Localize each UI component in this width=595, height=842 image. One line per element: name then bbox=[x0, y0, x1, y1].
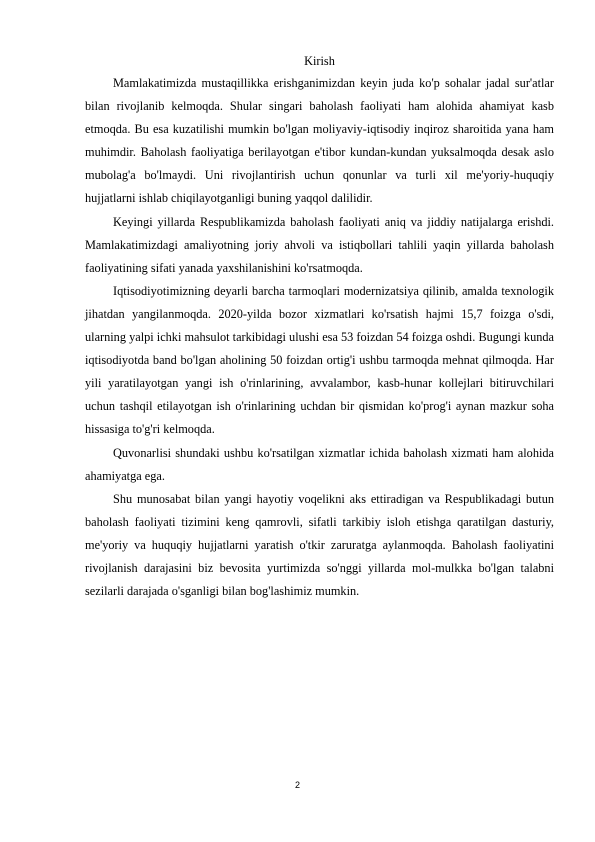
paragraph: Quvonarlisi shundaki ushbu ko'rsatilgan xizmatlar ichida baholash xizmati ham alohida ahamiyatga ega. bbox=[85, 445, 554, 483]
page-title: Kirish bbox=[304, 54, 335, 68]
paragraph: Iqtisodiyotimizning deyarli barcha tarmoqlari modernizatsiya qilinib, amalda texnologik jihatdan yangilanmoqda. 2020-yilda bozor xizmatlari ko'rsatish hajmi 15,7 foizga o'sdi, ularning yalpi ichki mahsulot tarkibidagi ulushi esa 53 foizdan 54 foizga oshdi. Bugungi kunda iqtisodiyotda band bo'lgan aholining 50 foizdan ortig'i ushbu tarmoqda mehnat qilmoqda. Har yili yaratilayotgan yangi ish o'rinlarining, avvalambor, kasb-hunar kollejlari bitiruvchilari uchun tashqil etilayotgan ish o'rinlarining uchdan bir qismidan ko'prog'i aynan mazkur soha hissasiga to'g'ri kelmoqda. bbox=[85, 283, 554, 437]
paragraph: Mamlakatimizda mustaqillikka erishganimizdan keyin juda ko'p sohalar jadal sur'atlar bilan rivojlanib kelmoqda. Shular singari baholash faoliyati ham alohida ahamiyat kasb etmoqda. Bu esa kuzatilishi mumkin bo'lgan moliyaviy-iqtisodiy inqiroz sharoitida yana ham muhimdir. Baholash faoliyatiga berilayotgan e'tibor kundan-kundan yuksalmoqda desak aslo mubolag'a bo'lmaydi. Uni rivojlantirish uchun qonunlar va turli xil me'yoriy-huquqiy hujjatlarni ishlab chiqilayotganligi buning yaqqol dalilidir. bbox=[85, 76, 554, 206]
paragraph: Keyingi yillarda Respublikamizda baholash faoliyati aniq va jiddiy natijalarga erishdi. Mamlakatimizdagi amaliyotning joriy ahvoli va istiqbollari tahlili yaqin yillarda baholash faoliyatining sifati yanada yaxshilanishini ko'rsatmoqda. bbox=[85, 214, 554, 275]
paragraph: Shu munosabat bilan yangi hayotiy voqelikni aks ettiradigan va Respublikadagi butun baholash faoliyati tizimini keng qamrovli, sifatli tarkibiy isloh etishga qaratilgan dasturiy, me'yoriy va huquqiy hujjatlarni yaratish o'tkir zaruratga aylanmoqda. Baholash faoliyatini rivojlanish darajasini biz bevosita yurtimizda so'nggi yillarda mol-mulkka bo'lgan talabni sezilarli darajada o'sganligi bilan bog'lashimiz mumkin. bbox=[85, 491, 554, 599]
document-page bbox=[85, 52, 554, 603]
page-number: 2 bbox=[294, 780, 300, 790]
